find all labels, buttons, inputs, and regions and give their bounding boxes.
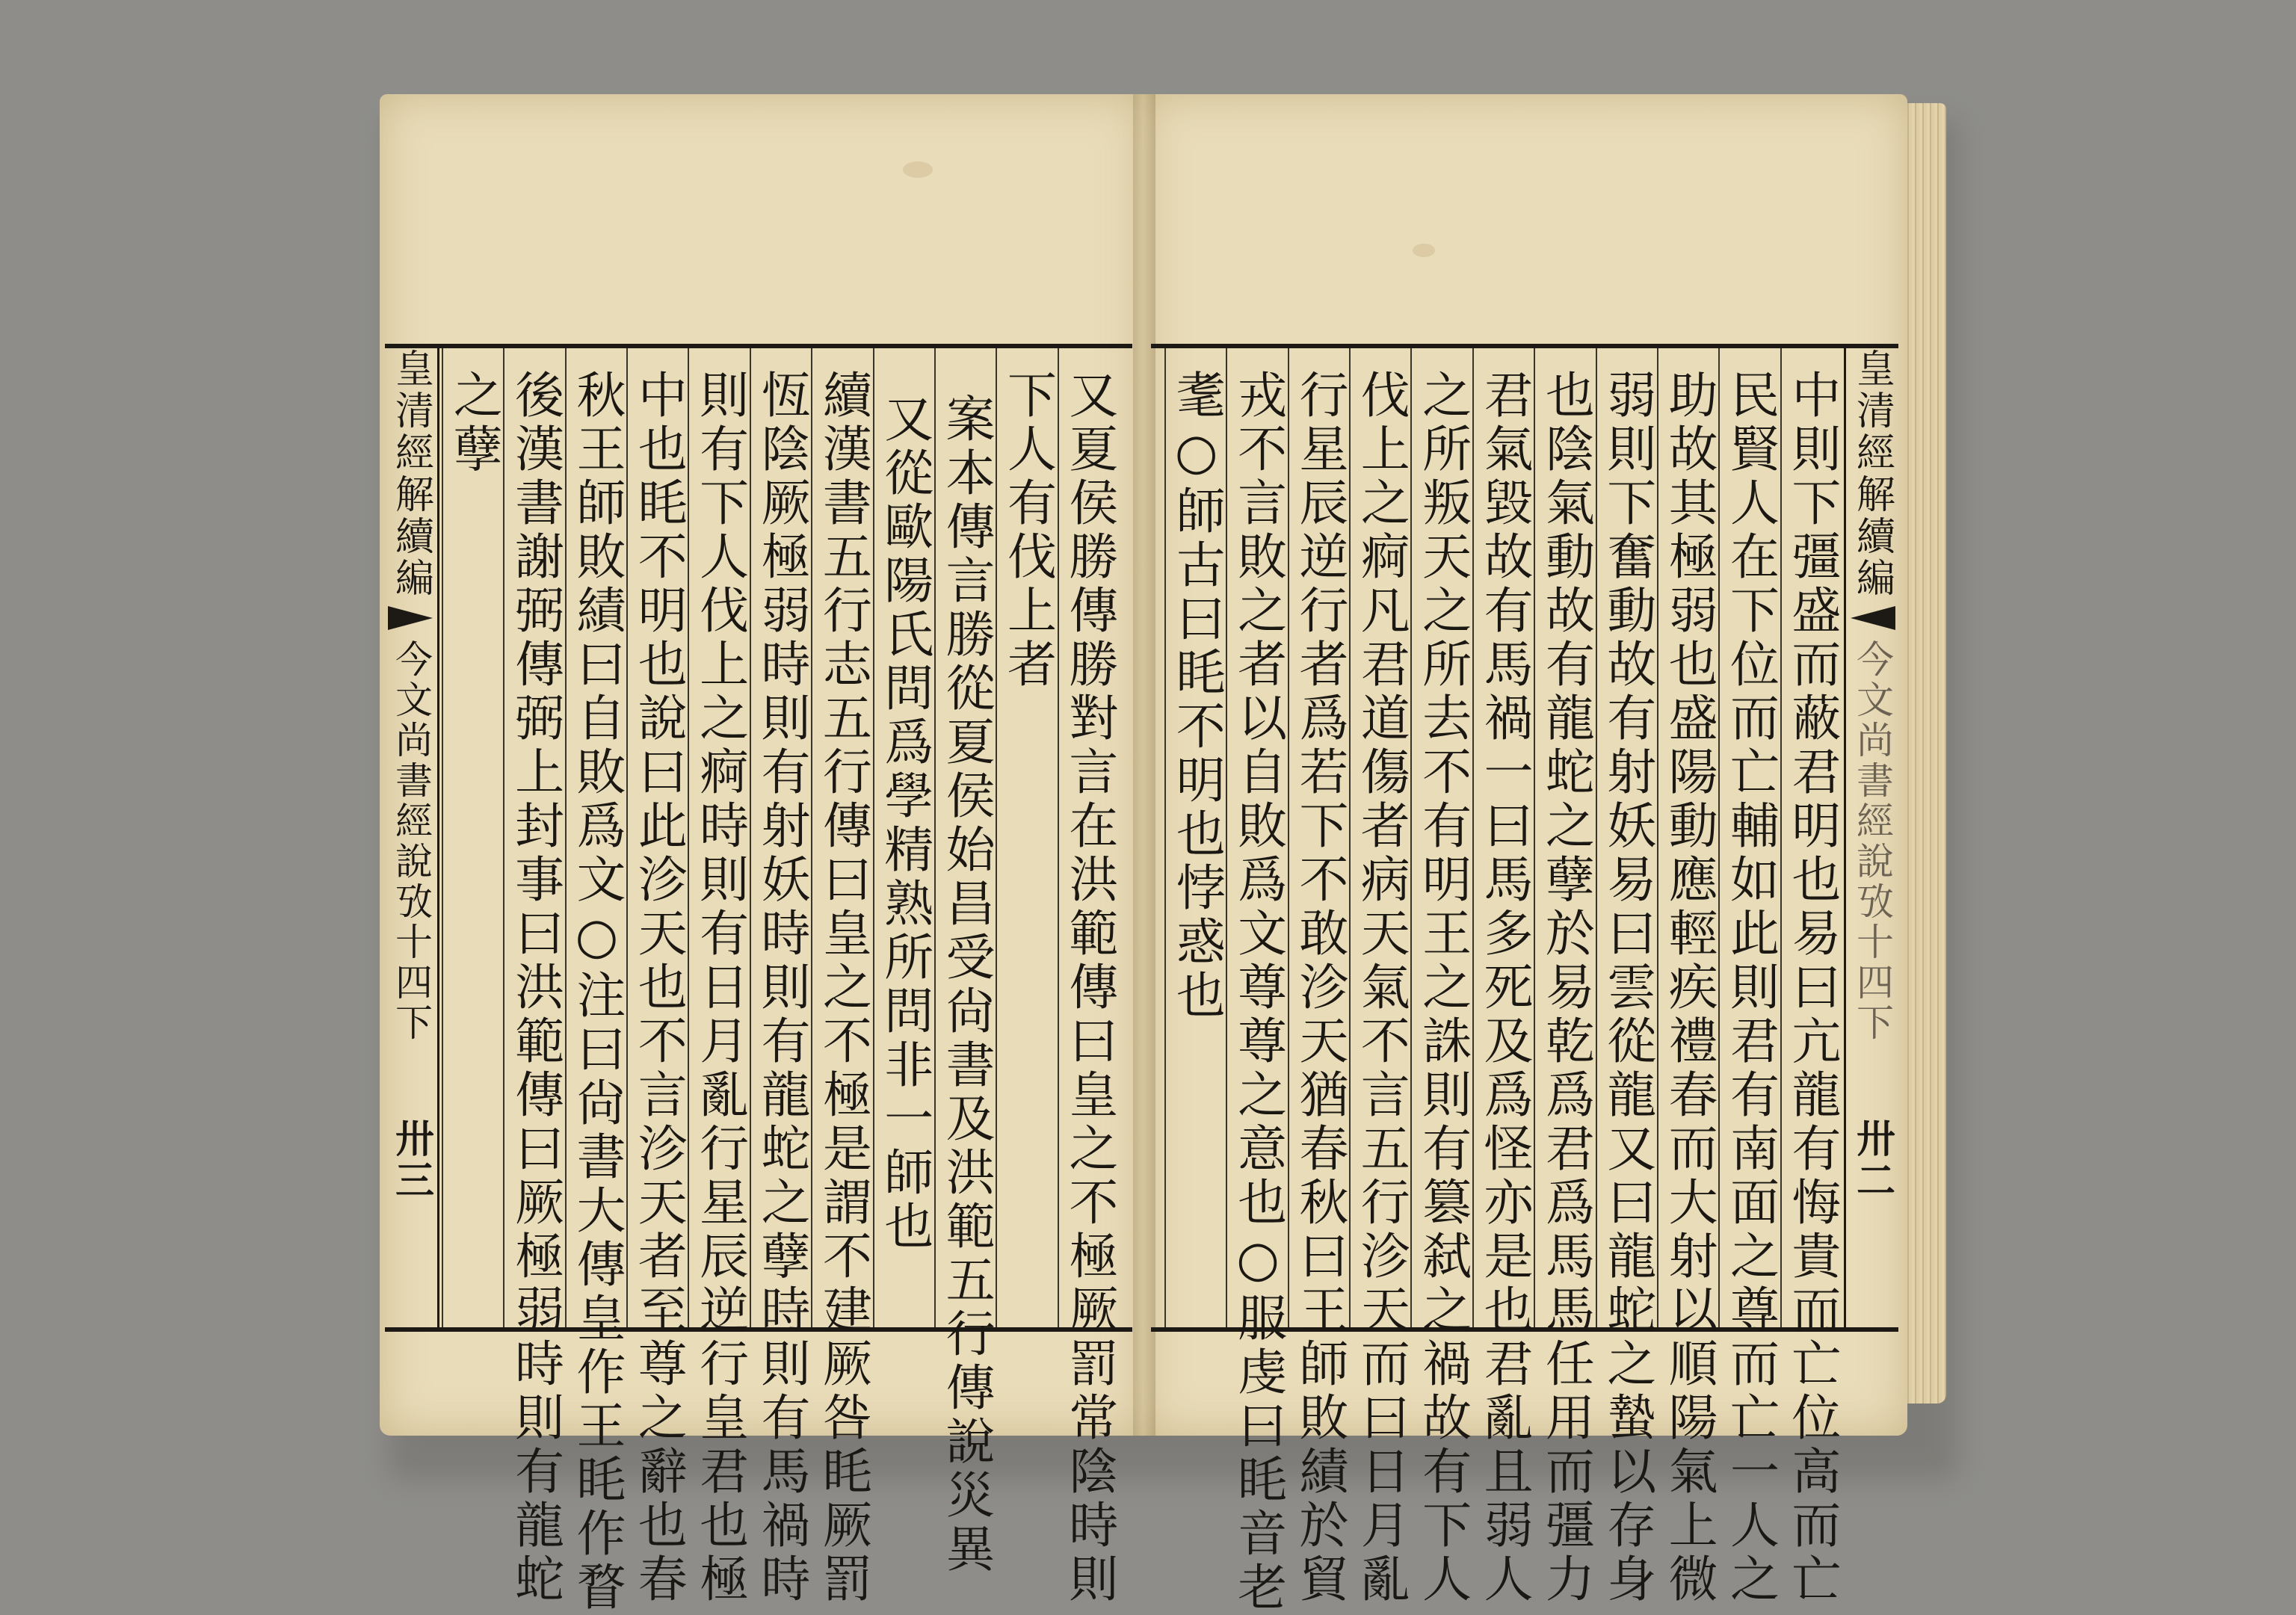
- text-column: [1534, 348, 1595, 1607]
- page-edges: [1904, 103, 1946, 1404]
- paper-stain: [1413, 244, 1435, 257]
- column-text: 則有下人伐上之痾時則有日月亂行星辰逆行皇君也極: [691, 369, 749, 1607]
- text-column: [1657, 348, 1718, 1607]
- left-columns: [442, 348, 1119, 1615]
- column-text: 後漢書謝弼傳弼上封事曰洪範傳曰厥極弱時則有龍蛇: [506, 369, 564, 1607]
- column-text: 弱則下奮動故有射妖易曰雲從龍又曰龍蛇之蟄以存身: [1598, 369, 1656, 1607]
- column-text: 之所叛天之所去不有明王之誅則有篡弑之禍故有下人: [1413, 369, 1472, 1607]
- text-column: [1596, 348, 1657, 1607]
- text-column: [1226, 348, 1287, 1615]
- right-text-frame: [1151, 344, 1898, 1615]
- column-text: 助故其極弱也盛陽動應輕疾禮春而大射以順陽氣上微: [1660, 369, 1718, 1607]
- left-fish-tail: [388, 606, 433, 630]
- text-column: [503, 348, 564, 1607]
- text-column: [1288, 348, 1349, 1607]
- column-text: 恆陰厥極弱時則有射妖時則有龍蛇之孽時則有馬禍時: [753, 369, 811, 1607]
- text-column: [688, 348, 749, 1607]
- left-folio: 卅三: [388, 1118, 434, 1202]
- left-banxin-subtitle: 今文尚書經說攷十四下: [389, 640, 433, 1043]
- text-column: [1718, 348, 1780, 1607]
- text-column: [1164, 348, 1226, 1327]
- text-column: [1472, 348, 1534, 1607]
- right-banxin-title: 皇清經解續編: [1849, 348, 1895, 599]
- text-column: [442, 348, 503, 1327]
- left-text-frame: [385, 344, 1132, 1615]
- text-column: [1410, 348, 1472, 1607]
- right-banxin-subtitle: 今文尚書經說攷十四下: [1851, 640, 1894, 1043]
- column-text: 秋王師敗績曰自敗爲文○注曰尙書大傳皇作王眊作瞀: [567, 369, 626, 1615]
- column-text: 中也眊不明也說曰此沴天也不言沴天者至尊之辭也春: [629, 369, 688, 1607]
- right-fish-tail: [1851, 606, 1895, 630]
- text-column: [996, 348, 1057, 1327]
- text-column: [1780, 348, 1842, 1607]
- column-text: 伐上之痾凡君道傷者病天氣不言五行沴天而曰日月亂: [1352, 369, 1410, 1607]
- left-banxin: [385, 348, 439, 1327]
- text-column: [565, 348, 626, 1615]
- column-text: 案本傳言勝從夏侯始昌受尙書及洪範五行傳說災異: [937, 393, 996, 1577]
- column-text: 下人有伐上者: [999, 369, 1057, 692]
- right-columns: [1164, 348, 1842, 1615]
- right-banxin: [1844, 348, 1898, 1327]
- text-column: [1058, 348, 1119, 1607]
- column-text: 又夏侯勝傳勝對言在洪範傳曰皇之不極厥罰常陰時則: [1060, 369, 1118, 1607]
- column-text: 也陰氣動故有龍蛇之孽於易乾爲君爲馬馬任用而彊力: [1537, 369, 1595, 1607]
- column-text: 中則下彊盛而蔽君明也易曰亢龍有悔貴而亡位高而亡: [1783, 369, 1841, 1607]
- column-text: 行星辰逆行者爲若下不敢沴天猶春秋曰王師敗績於貿: [1290, 369, 1348, 1607]
- paper-stain: [903, 161, 933, 178]
- text-column: [1349, 348, 1410, 1607]
- column-text: 續漢書五行志五行傳曰皇之不極是謂不建厥咎眊厥罰: [814, 369, 872, 1607]
- text-column: [811, 348, 872, 1607]
- column-text: 耄○師古曰眊不明也悖惑也: [1167, 369, 1226, 1023]
- column-text: 君氣毀故有馬禍一曰馬多死及爲怪亦是也君亂且弱人: [1475, 369, 1534, 1607]
- left-banxin-title: 皇清經解續編: [388, 348, 433, 599]
- right-folio: 卅二: [1849, 1118, 1895, 1202]
- text-column: [626, 348, 688, 1607]
- text-column: [750, 348, 811, 1607]
- column-text: 之孽: [445, 369, 503, 477]
- column-text: 又從歐陽氏問爲學精熟所問非一師也: [875, 393, 933, 1254]
- column-text: 戎不言敗之者以自敗爲文尊尊之意也○服虔曰眊音老: [1229, 369, 1287, 1615]
- column-text: 民賢人在下位而亡輔如此則君有南面之尊而亡一人之: [1721, 369, 1780, 1607]
- text-column: [873, 348, 934, 1327]
- text-column: [934, 348, 996, 1577]
